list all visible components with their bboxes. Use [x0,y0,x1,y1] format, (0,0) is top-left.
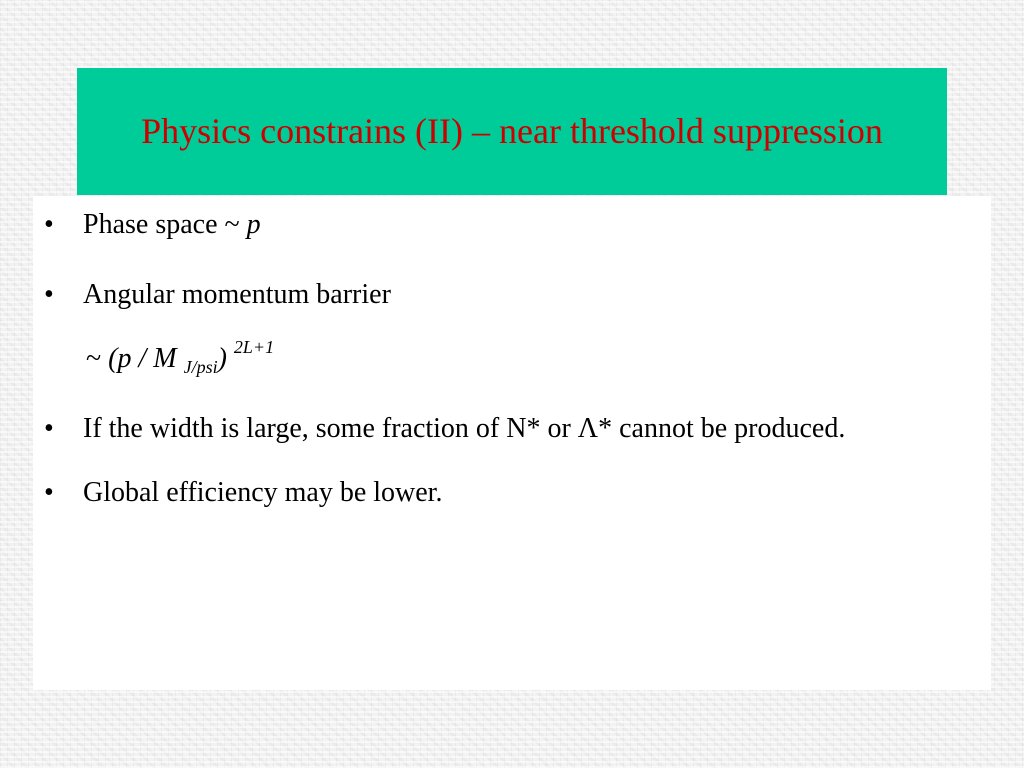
formula-line [44,327,944,387]
title-bar [77,68,947,195]
bullet-item-phase-space [44,205,944,245]
bullet-list [44,205,944,513]
bullet-dot: • [44,209,54,240]
bullet-item-global-efficiency [44,473,944,513]
formula-subscript: J/psi [183,357,218,377]
formula-superscript: 2L+1 [233,337,275,357]
bullet-dot: • [44,279,54,310]
bullet-italic-p: p [246,209,261,240]
bullet-text: Phase space ~ [83,209,247,240]
formula-close: ) [217,343,227,374]
bullet-text: If the width is large, some fraction of N* or Λ* cannot be produced. [83,413,846,444]
formula-tilde: ~ [86,343,102,374]
bullet-dot: • [44,477,54,508]
bullet-text: Global efficiency may be lower. [83,477,443,508]
bullet-dot: • [44,413,54,444]
bullet-text: Angular momentum barrier [83,279,391,310]
bullet-item-angular-momentum [44,275,944,315]
formula-base: (p / M [101,343,184,374]
slide-title: Physics constrains (II) – near threshold suppression [141,110,883,151]
bullet-item-width-large [44,409,944,449]
